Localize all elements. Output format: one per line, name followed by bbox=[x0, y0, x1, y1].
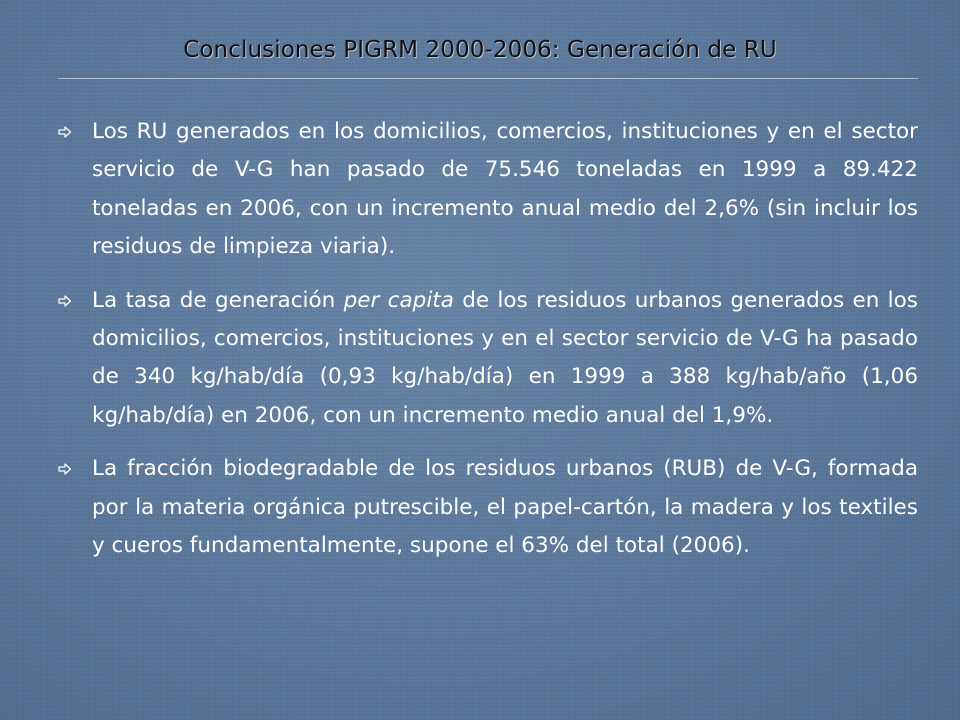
bullet-item-3 bbox=[58, 450, 918, 565]
title-divider bbox=[58, 78, 918, 79]
bullet-list bbox=[58, 113, 918, 565]
arrow-right-outline-icon bbox=[58, 125, 72, 139]
bullet-item-2 bbox=[58, 282, 918, 436]
arrow-right-outline-icon bbox=[58, 294, 72, 308]
per-capita-term: per capita bbox=[343, 287, 454, 313]
bullet-text-end: de los residuos urbanos generados en los domicilios, comercios, instituciones y en el sector servicio de V-G ha pasado de 340 kg/hab/día (0,93 kg/hab/día) en 1999 a 388 kg/hab/año (1,06 kg/hab/día) en 2006, con un incremento medio anual del 1,9%. bbox=[92, 287, 918, 428]
bullet-item-1 bbox=[58, 113, 918, 267]
slide-title: Conclusiones PIGRM 2000-2006: Generación de RU bbox=[183, 37, 777, 63]
bullet-text-start: La tasa de generación bbox=[92, 287, 344, 313]
bullet-text: La fracción biodegradable de los residuos urbanos (RUB) de V-G, formada por la materia orgánica putrescible, el papel-cartón, la madera y los textiles y cueros fundamentalmente, supone el 63% del total (2006). bbox=[92, 456, 918, 559]
bullet-text: Los RU generados en los domicilios, comercios, instituciones y en el sector servicio de V-G han pasado de 75.546 toneladas en 1999 a 89.422 toneladas en 2006, con un incremento anual medio del 2,6% (sin incluir los residuos de limpieza viaria). bbox=[92, 119, 918, 260]
bullet-text bbox=[92, 288, 918, 428]
arrow-right-outline-icon bbox=[58, 462, 72, 476]
